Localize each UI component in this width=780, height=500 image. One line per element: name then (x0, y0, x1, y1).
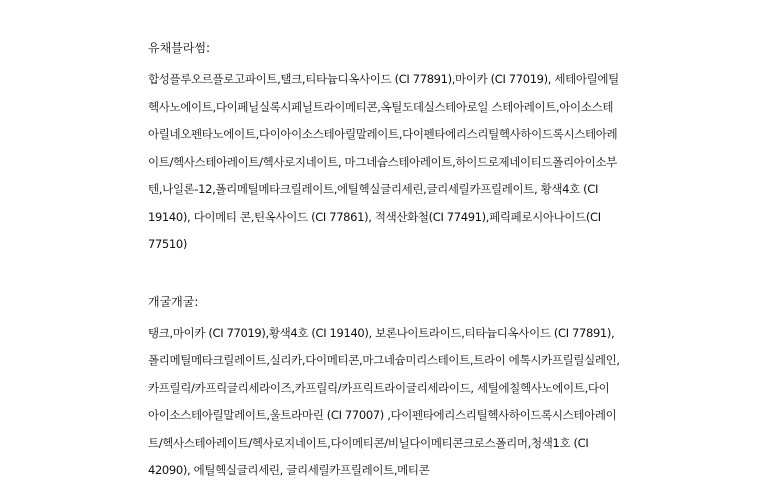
ingredient-document (148, 38, 638, 485)
ingredient-line: 합성플루오르플로고파이트,탤크,티타늄디옥사이드 (CI 77891),마이카 (CI 77019), 세테아릴에틸 (148, 72, 619, 86)
ingredient-line: 폴리메틸메타크릴레이트,실리카,다이메티콘,마그네슘미리스테이트,트라이 에톡시카프릴릴실레인, (148, 353, 620, 367)
ingredient-line: 42090), 에틸헥실글리세린, 글리세릴카프릴레이트,메티콘 (148, 463, 430, 477)
section-title: 개굴개굴: (148, 294, 199, 309)
ingredient-line: 77510) (148, 237, 187, 251)
ingredient-list (148, 66, 638, 259)
ingredient-line: 텐,나일론-12,폴리메틸메타크릴레이트,에틸헥실글리세린,글리세릴카프릴레이트, 황색4호 (CI (148, 182, 599, 196)
ingredient-line: 아릴네오펜타노에이트,다이아이소스테아릴말레이트,다이펜타에리스리틸헥사하이드록시스테아레 (148, 127, 618, 141)
ingredient-line: 아이소스테아릴말레이트,울트라마린 (CI 77007) ,다이펜타에리스리틸헥사하이드록시스테아레이 (148, 408, 617, 422)
ingredient-line: 19140), 다이메티 콘,틴옥사이드 (CI 77861), 적색산화철(CI 77491),페릭페로시아나이드(CI (148, 209, 601, 224)
section-title: 유채블라썸: (148, 41, 211, 55)
ingredient-line: 탱크,마이카 (CI 77019),황색4호 (CI 19140), 보론나이트라이드,티타늄디옥사이드 (CI 77891), (148, 325, 615, 340)
section-spacer (148, 259, 638, 292)
ingredient-line: 이트/헥사스테아레이트/헥사로지네이트, 마그네슘스테아레이트,하이드로제네이티드폴리아이소부 (148, 154, 617, 169)
ingredient-section-yuchae-blossom (148, 38, 638, 259)
ingredient-line: 헥사노에이트,다이페닐실록시페닐트라이메티콘,옥틸도데실스테아로일 스테아레이트,아이소스테 (148, 99, 614, 114)
ingredient-section-gaegul-gaegul (148, 292, 638, 485)
ingredient-line: 카프릴릭/카프릭글리세라이즈,카프릴릭/카프릭트라이글리세라이드, 세틸에칠헥사노에이트,다이 (148, 380, 610, 395)
ingredient-list (148, 320, 638, 485)
ingredient-line: 트/헥사스테아레이트/헥사로지네이트,다이메티콘/비닐다이메티콘크로스폴리머,청색1호 (CI (148, 435, 589, 450)
